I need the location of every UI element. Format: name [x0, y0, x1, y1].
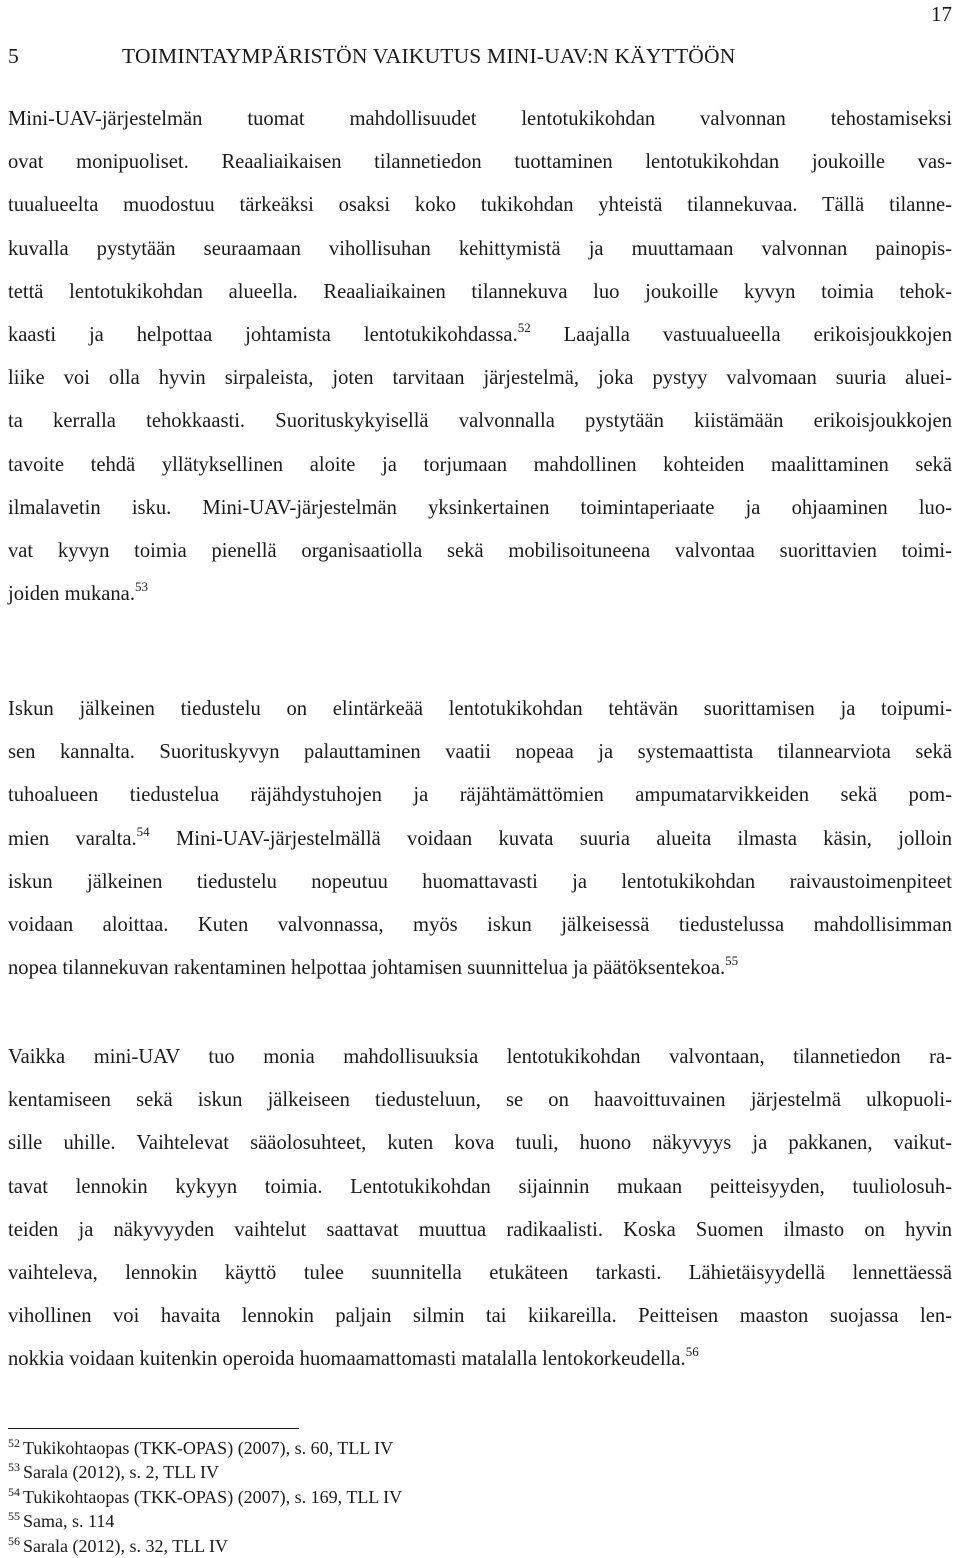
footnote-text: Sarala (2012), s. 32, TLL IV	[23, 1535, 228, 1556]
footnote-separator	[8, 1428, 299, 1429]
paragraph-line: kentamiseen sekä iskun jälkeiseen tiedusteluun, se on haavoittuvainen järjestelmä ulkopuoli-	[8, 1089, 952, 1112]
paragraph-line: Mini-UAV-järjestelmän tuomat mahdollisuudet lentotukikohdan valvonnan tehostamiseksi	[8, 108, 952, 130]
paragraph-line: ta kerralla tehokkaasti. Suorituskykyisellä valvonnalla pystytään kiistämään erikoisjoukkojen	[8, 410, 952, 433]
paragraph-line	[8, 573, 952, 616]
paragraph-line: voidaan aloittaa. Kuten valvonnassa, myös iskun jälkeisessä tiedustelussa mahdollisimman	[8, 913, 952, 936]
line-text: nokkia voidaan kuitenkin operoida huomaamattomasti matalalla lentokorkeudella.	[8, 1348, 686, 1371]
paragraph-line: Vaikka mini-UAV tuo monia mahdollisuuksia lentotukikohdan valvontaan, tilannetiedon ra-	[8, 1046, 952, 1068]
footnote	[8, 1509, 708, 1533]
paragraph-line: tettä lentotukikohdan alueella. Reaaliaikainen tilannekuva luo joukoille kyvyn toimia tehok-	[8, 280, 952, 303]
chapter-number: 5	[8, 44, 19, 68]
paragraph-line	[8, 818, 952, 861]
chapter-title: TOIMINTAYMPÄRISTÖN VAIKUTUS MINI-UAV:N KÄYTTÖÖN	[122, 44, 736, 68]
paragraph-3	[8, 1036, 952, 1382]
footnote-text: Sama, s. 114	[23, 1511, 115, 1532]
paragraph-line: tuualueelta muodostuu tärkeäksi osaksi koko tukikohdan yhteistä tilannekuvaa. Tällä tilanne-	[8, 194, 952, 217]
paragraph-line: vaihteleva, lennokin käyttö tulee suunnitella etukäteen tarkasti. Lähietäisyydellä lennettäessä	[8, 1261, 952, 1284]
footnote-text: Tukikohtaopas (TKK-OPAS) (2007), s. 169, TLL IV	[23, 1486, 403, 1507]
paragraph-line: sen kannalta. Suorituskyvyn palauttaminen vaatii nopeaa ja systemaattista tilannearviota sekä	[8, 741, 952, 764]
paragraph-2	[8, 688, 952, 990]
page-number: 17	[931, 2, 952, 26]
footnote-text: Sarala (2012), s. 2, TLL IV	[23, 1462, 219, 1483]
footnote-number: 56	[8, 1533, 20, 1548]
footnote-ref[interactable]: 54	[136, 823, 150, 839]
paragraph-line: sille uhille. Vaihtelevat sääolosuhteet, kuten kova tuuli, huono näkyvyys ja pakkanen, vaikut-	[8, 1132, 952, 1155]
footnote-ref[interactable]: 52	[517, 319, 531, 335]
paragraph-line: ilmalavetin isku. Mini-UAV-järjestelmän yksinkertainen toimintaperiaate ja ohjaaminen luo-	[8, 496, 952, 519]
paragraph-line: teiden ja näkyvyyden vaihtelut saattavat muuttua radikaalisti. Koska Suomen ilmasto on hyvin	[8, 1218, 952, 1241]
line-text: joiden mukana.	[8, 583, 135, 606]
paragraph-line	[8, 314, 952, 357]
line-text: kaasti ja helpottaa johtamista lentotukikohdassa.	[8, 323, 518, 346]
paragraph-line: tavat lennokin kykyyn toimia. Lentotukikohdan sijainnin mukaan peitteisyyden, tuuliolosuh-	[8, 1175, 952, 1198]
paragraph-1	[8, 98, 952, 616]
line-text: mien varalta.	[8, 827, 137, 850]
line-text: Laajalla vastuualueella erikoisjoukkojen	[563, 323, 952, 346]
footnote-ref[interactable]: 53	[134, 579, 148, 595]
line-text: Mini-UAV-järjestelmällä voidaan kuvata suuria alueita ilmasta käsin, jolloin	[175, 827, 952, 850]
paragraph-line: iskun jälkeinen tiedustelu nopeutuu huomattavasti ja lentotukikohdan raivaustoimenpiteet	[8, 870, 952, 893]
footnote-ref[interactable]: 56	[685, 1344, 699, 1360]
footnotes	[8, 1436, 708, 1558]
footnote-text: Tukikohtaopas (TKK-OPAS) (2007), s. 60, TLL IV	[23, 1438, 394, 1458]
footnote	[8, 1534, 708, 1558]
paragraph-line: vat kyvyn toimia pienellä organisaatiolla sekä mobilisoituneena valvontaa suorittavien toimi-	[8, 539, 952, 562]
paragraph-line: Iskun jälkeinen tiedustelu on elintärkeää lentotukikohdan tehtävän suorittamisen ja toipumi-	[8, 698, 952, 720]
footnote-number: 55	[8, 1509, 20, 1524]
footnote	[8, 1436, 708, 1460]
footnote	[8, 1460, 708, 1484]
line-text: nopea tilannekuvan rakentaminen helpottaa johtamisen suunnittelua ja päätöksentekoa.	[8, 957, 726, 980]
paragraph-line: tavoite tehdä yllätyksellinen aloite ja torjumaan mahdollinen kohteiden maalittaminen sekä	[8, 453, 952, 476]
paragraph-line: vihollinen voi havaita lennokin paljain silmin tai kiikareilla. Peitteisen maaston suojassa len-	[8, 1305, 952, 1328]
paragraph-line: liike voi olla hyvin sirpaleista, joten tarvitaan järjestelmä, joka pystyy valvomaan suuria aluei-	[8, 367, 952, 390]
paragraph-line: ovat monipuoliset. Reaaliaikaisen tilannetiedon tuottaminen lentotukikohdan joukoille vas-	[8, 151, 952, 174]
chapter-heading	[8, 42, 948, 70]
paragraph-line	[8, 947, 952, 990]
paragraph-line	[8, 1338, 952, 1381]
footnote-number: 54	[8, 1484, 20, 1499]
footnote-number: 53	[8, 1460, 20, 1475]
paragraph-line: kuvalla pystytään seuraamaan vihollisuhan kehittymistä ja muuttamaan valvonnan painopis-	[8, 237, 952, 260]
paragraph-line: tuhoalueen tiedustelua räjähdystuhojen ja räjähtämättömien ampumatarvikkeiden sekä pom-	[8, 784, 952, 807]
footnote-number: 52	[8, 1436, 20, 1450]
footnote	[8, 1485, 708, 1509]
footnote-ref[interactable]: 55	[725, 953, 739, 969]
